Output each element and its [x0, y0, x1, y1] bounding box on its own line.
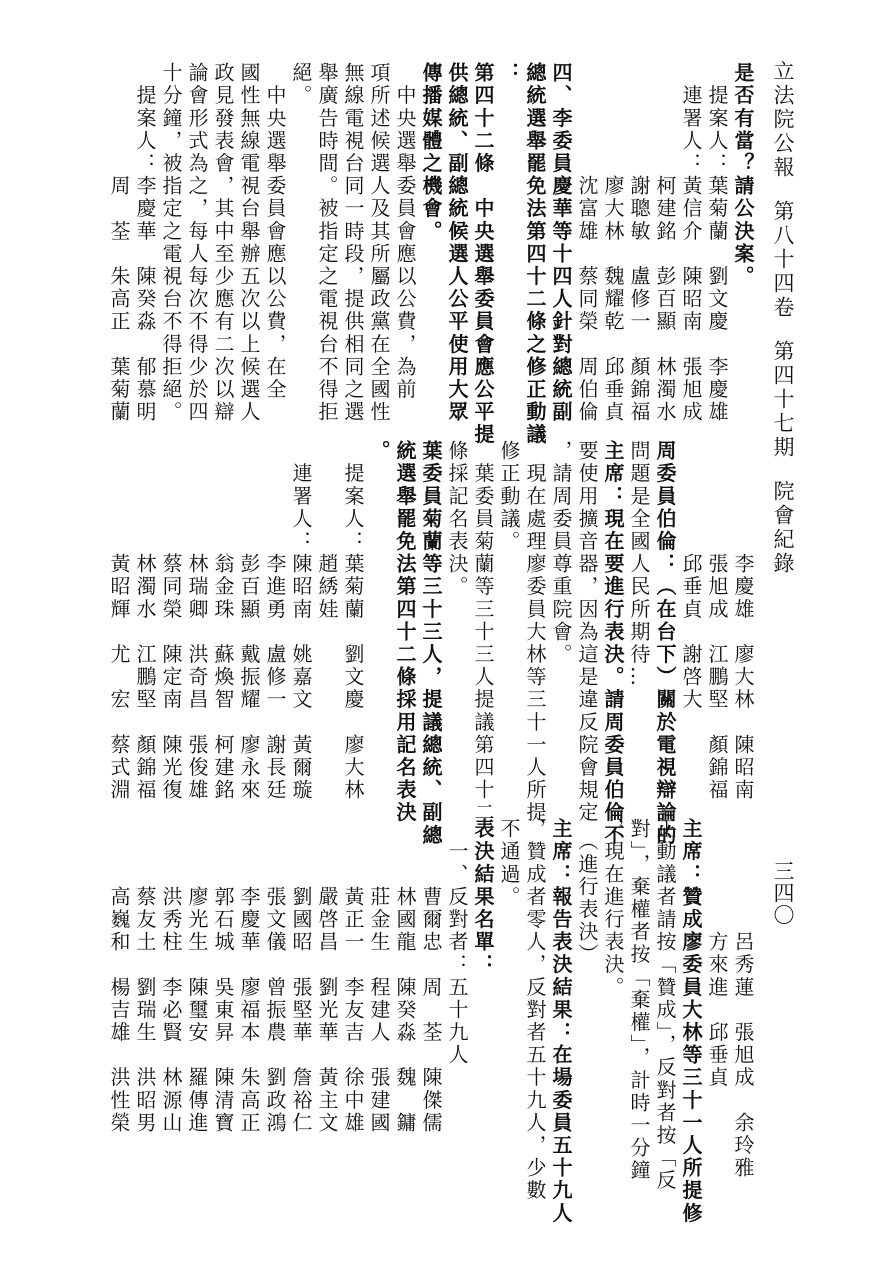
text-line: 絕。	[289, 62, 313, 108]
text-line: 張旭成 江鵬堅 顏錦福	[705, 440, 729, 802]
text-line: 莊金生 程建人 張建國	[367, 818, 391, 1135]
text-line: 黃昭輝 尤 宏 蔡式淵	[107, 440, 131, 802]
text-line: 周 荃 朱高正 葉菊蘭	[107, 62, 131, 424]
text-line: ，現在進行表決。	[601, 818, 625, 999]
text-line: 洪秀柱 李必賢 林源山	[159, 818, 183, 1135]
text-line: 主席：報告表決結果：在場委員五十九人	[549, 818, 573, 1225]
text-line: 舉廣告時間。被指定之電視台不得拒	[315, 62, 339, 424]
text-line: 郭石城 吳東昇 陳清寶	[211, 818, 235, 1135]
text-line: 主席：贊成廖委員大林等三十一人所提修	[679, 818, 703, 1225]
page-number: 三四〇	[771, 860, 795, 926]
text-line: 蔡友土 劉瑞生 洪昭男	[133, 818, 157, 1135]
text-line: 李慶雄 廖大林 陳昭南	[731, 440, 755, 802]
text-line: 表決結果名單：	[471, 818, 495, 977]
text-line: 現在處理廖委員大林等三十一人所提	[523, 440, 547, 825]
text-line: 是否有當？請公決案。	[731, 62, 755, 288]
text-line: 項所述候選人及其所屬政黨在全國性	[367, 62, 391, 424]
text-line: 呂秀蓮 張旭成 余玲雅	[731, 818, 755, 1180]
text-line: 翁金珠 蘇煥智 柯建銘	[211, 440, 235, 802]
text-line: 要使用擴音器，因為這是違反院會規定	[575, 440, 599, 825]
text-line: 國性無線電視台舉辦五次以上候選人	[237, 62, 261, 424]
text-line: 李進勇 盧修一 謝長廷	[263, 440, 287, 802]
text-line: 蔡同榮 陳定南 陳光復	[159, 440, 183, 802]
text-line: 黃正一 李友吉 徐中雄	[341, 818, 365, 1135]
text-line: ，請周委員尊重院會。	[549, 440, 573, 666]
section-label: 院會紀錄	[771, 480, 795, 576]
text-line: 謝聰敏 盧修一 顏錦福	[627, 62, 651, 424]
text-line: 廖光生 陳璽安 羅傳進	[185, 818, 209, 1135]
text-line: 林濁水 江鵬堅 顏錦福	[133, 440, 157, 802]
volume-label: 第八十四卷	[771, 200, 795, 320]
text-line: 林瑞卿 洪奇昌 張俊雄	[185, 440, 209, 802]
text-line: 主席：現在要進行表決。請周委員伯倫不	[601, 440, 625, 847]
text-line: 統選舉罷免法第四十二條採用記名表決	[393, 440, 417, 825]
page-header	[772, 60, 793, 576]
text-line: 四、李委員慶華等十四人針對總統副	[549, 62, 573, 424]
text-line: 葉委員菊蘭等三十三人，提議總統、副總	[419, 440, 443, 847]
text-line: 提案人：葉菊蘭 劉文慶 廖大林	[341, 440, 365, 802]
text-line: 問題是全國人民所期待…	[627, 440, 651, 689]
text-line: ，贊成者零人，反對者五十九人，少數	[523, 818, 547, 1203]
text-line: 高巍和 楊吉雄 洪性榮	[107, 818, 131, 1135]
text-line: 總統選舉罷免法第四十二條之修正動議	[523, 62, 547, 447]
text-line: 連署人：陳昭南 姚嘉文 黃爾璇	[289, 440, 313, 802]
text-line: 正動議者請按「贊成」，反對者按「反	[653, 818, 677, 1193]
text-line: 對」，棄權者按「棄權」，計時一分鐘	[627, 818, 651, 1183]
text-line: 提案人：葉菊蘭 劉文慶 李慶雄	[705, 62, 729, 424]
text-line: 無線電視台同一時段，提供相同之選	[341, 62, 365, 424]
issue-label: 第四十七期	[771, 340, 795, 460]
text-line: 方來進 邱垂貞	[705, 818, 729, 1090]
text-line: 政見發表會，其中至少應有二次以辯	[211, 62, 235, 424]
text-line: 廖大林 魏耀乾 邱垂貞	[601, 62, 625, 424]
text-line: 邱垂貞 謝啓大	[679, 440, 703, 712]
text-line: 林國龍 陳癸淼 魏 鏞	[393, 818, 417, 1135]
text-line: 趙綉娃	[315, 440, 339, 621]
text-line: 一、反對者：五十九人	[445, 818, 469, 1067]
text-line: 沈富雄 蔡同榮 周伯倫	[575, 62, 599, 424]
text-line: 修正動議。	[497, 440, 521, 553]
text-line: 條採記名表決。	[445, 440, 469, 599]
publication-title: 立法院公報	[771, 60, 795, 180]
text-line: 柯建銘 彭百顯 林濁水	[653, 62, 677, 424]
text-line: 提案人：李慶華 陳癸淼 郁慕明	[133, 62, 157, 424]
text-line: 中央選舉委員會應以公費，在全	[263, 62, 287, 401]
text-line: 中央選舉委員會應以公費，為前	[393, 62, 417, 401]
text-line: 劉國昭 張堅華 詹裕仁	[289, 818, 313, 1135]
text-line: 第四十二條 中央選舉委員會應公平提	[471, 62, 495, 447]
text-line: 曹爾忠 周 荃 陳傑儒	[419, 818, 443, 1135]
text-line: 傳播媒體之機會。	[419, 62, 443, 243]
text-line: （進行表決）	[575, 818, 599, 967]
text-line: 周委員伯倫：（在台下）關於電視辯論的	[653, 440, 677, 847]
text-line: 論會形式為之，每人每次不得少於四	[185, 62, 209, 424]
text-line: 葉委員菊蘭等三十三人提議第四十二	[471, 440, 495, 825]
text-line: 連署人：黃信介 陳昭南 張旭成	[679, 62, 703, 424]
text-line: ：	[497, 62, 521, 85]
text-line: 李慶華 廖福本 朱高正	[237, 818, 261, 1135]
text-line: 張文儀 曾振農 劉政鴻	[263, 818, 287, 1135]
text-line: 彭百顯 戴振耀 廖永來	[237, 440, 261, 802]
text-line: 。	[367, 440, 391, 463]
text-line: 十分鐘，被指定之電視台不得拒絕。	[159, 62, 183, 424]
text-line: 不通過。	[497, 818, 521, 909]
text-line: 嚴啓昌 劉光華 黃主文	[315, 818, 339, 1135]
text-line: 供總統、副總統候選人公平使用大眾	[445, 62, 469, 424]
